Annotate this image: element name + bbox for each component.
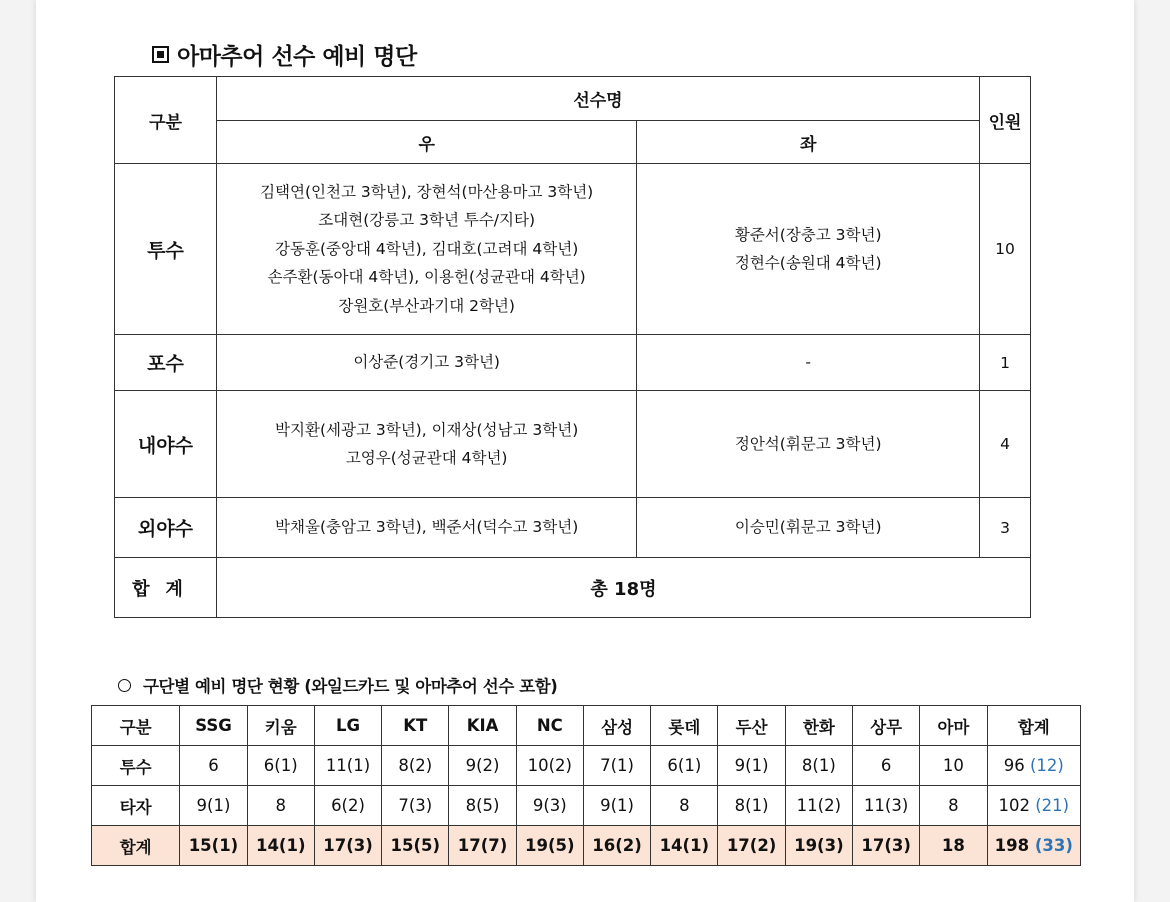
table-cell: 16(2)	[583, 826, 650, 866]
table-cell: 8(1)	[718, 786, 785, 826]
row-category: 포수	[115, 335, 217, 391]
table-cell: 14(1)	[651, 826, 718, 866]
table-cell: 7(3)	[382, 786, 449, 826]
table-cell: 8	[651, 786, 718, 826]
row-count: 10	[980, 164, 1031, 335]
total-main: 96	[1003, 756, 1025, 775]
total-main: 198	[994, 836, 1030, 855]
table-cell: 17(3)	[853, 826, 920, 866]
player-line: 조대현(강릉고 3학년 투수/지타)	[318, 211, 536, 230]
row-label: 투수	[92, 746, 180, 786]
table-cell: 17(2)	[718, 826, 785, 866]
col-header: 키움	[247, 706, 314, 746]
right-players	[216, 335, 637, 391]
table-cell: 6	[180, 746, 247, 786]
player-line: 이상준(경기고 3학년)	[353, 353, 500, 372]
col-header: 상무	[853, 706, 920, 746]
table-cell: 6(1)	[247, 746, 314, 786]
table-row	[115, 164, 1031, 335]
left-players	[637, 391, 980, 498]
table-row	[115, 335, 1031, 391]
row-category: 내야수	[115, 391, 217, 498]
table-cell: 11(2)	[785, 786, 852, 826]
table-cell: 6(2)	[314, 786, 381, 826]
col-header: 한화	[785, 706, 852, 746]
row-total	[987, 786, 1080, 826]
section-title-text: 아마추어 선수 예비 명단	[177, 44, 417, 70]
table-cell: 6(1)	[651, 746, 718, 786]
row-category: 투수	[115, 164, 217, 335]
left-players	[637, 498, 980, 558]
table-cell: 15(1)	[180, 826, 247, 866]
team-header-row	[92, 706, 1081, 746]
header-right: 우	[216, 121, 637, 164]
table-cell: 9(3)	[516, 786, 583, 826]
col-header: 두산	[718, 706, 785, 746]
total-paren: (21)	[1035, 796, 1070, 815]
table-cell: 19(5)	[516, 826, 583, 866]
row-total	[987, 746, 1080, 786]
left-players	[637, 164, 980, 335]
total-value: 총 18명	[216, 558, 1030, 618]
filled-square-icon	[152, 46, 169, 63]
header-category: 구분	[115, 77, 217, 164]
header-count: 인원	[980, 77, 1031, 164]
player-line: 황준서(장충고 3학년)	[734, 225, 882, 244]
table-cell: 11(3)	[853, 786, 920, 826]
table-row	[92, 746, 1081, 786]
player-line: 김택연(인천고 3학년), 장현석(마산용마고 3학년)	[260, 182, 594, 201]
player-line: 손주환(동아대 4학년), 이용헌(성균관대 4학년)	[267, 268, 586, 287]
player-line: -	[805, 353, 811, 372]
table-row	[115, 391, 1031, 498]
amateur-roster-table	[114, 76, 1031, 618]
col-header: 삼성	[583, 706, 650, 746]
table-cell: 14(1)	[247, 826, 314, 866]
table-cell: 9(2)	[449, 746, 516, 786]
row-category: 외야수	[115, 498, 217, 558]
total-paren: (12)	[1029, 756, 1064, 775]
table-cell: 9(1)	[718, 746, 785, 786]
table-cell: 17(3)	[314, 826, 381, 866]
team-table-title: 구단별 예비 명단 현황 (와일드카드 및 아마추어 선수 포함)	[143, 677, 558, 696]
table-cell: 15(5)	[382, 826, 449, 866]
row-total	[987, 826, 1080, 866]
table-cell: 8(2)	[382, 746, 449, 786]
table-cell: 11(1)	[314, 746, 381, 786]
player-line: 강동훈(중앙대 4학년), 김대호(고려대 4학년)	[275, 239, 579, 258]
row-label: 합계	[92, 826, 180, 866]
col-header: NC	[516, 706, 583, 746]
table-cell: 19(3)	[785, 826, 852, 866]
player-line: 정현수(송원대 4학년)	[734, 254, 882, 272]
table-row	[92, 786, 1081, 826]
header-left: 좌	[637, 121, 980, 164]
col-header: KT	[382, 706, 449, 746]
table-row	[115, 498, 1031, 558]
col-header: 합계	[987, 706, 1080, 746]
table-cell: 9(1)	[180, 786, 247, 826]
total-row	[115, 558, 1031, 618]
table-cell: 18	[920, 826, 987, 866]
table-cell: 10	[920, 746, 987, 786]
section-title	[152, 38, 417, 71]
total-paren: (33)	[1034, 836, 1073, 855]
table-cell: 10(2)	[516, 746, 583, 786]
right-players	[216, 498, 637, 558]
left-players	[637, 335, 980, 391]
col-header: 아마	[920, 706, 987, 746]
player-line: 장원호(부산과기대 2학년)	[338, 296, 515, 315]
row-count: 4	[980, 391, 1031, 498]
right-players	[216, 391, 637, 498]
circle-bullet-icon	[118, 679, 131, 692]
row-count: 1	[980, 335, 1031, 391]
table-cell: 7(1)	[583, 746, 650, 786]
team-table-caption	[118, 673, 557, 697]
table-cell: 8	[920, 786, 987, 826]
player-line: 박지환(세광고 3학년), 이재상(성남고 3학년)	[275, 420, 579, 439]
player-line: 박채울(충암고 3학년), 백준서(덕수고 3학년)	[275, 518, 579, 537]
sum-row	[92, 826, 1081, 866]
header-players: 선수명	[216, 77, 979, 121]
total-label: 합계	[115, 558, 217, 618]
player-line: 고영우(성균관대 4학년)	[345, 449, 508, 467]
row-count: 3	[980, 498, 1031, 558]
table-cell: 8(5)	[449, 786, 516, 826]
team-roster-table	[91, 705, 1081, 866]
table-cell: 6	[853, 746, 920, 786]
player-line: 정안석(휘문고 3학년)	[734, 434, 882, 453]
col-header: 구분	[92, 706, 180, 746]
total-main: 102	[998, 796, 1030, 815]
player-line: 이승민(휘문고 3학년)	[734, 518, 882, 537]
table-cell: 9(1)	[583, 786, 650, 826]
col-header: SSG	[180, 706, 247, 746]
table-cell: 8(1)	[785, 746, 852, 786]
right-players	[216, 164, 637, 335]
col-header: 롯데	[651, 706, 718, 746]
table-cell: 8	[247, 786, 314, 826]
row-label: 타자	[92, 786, 180, 826]
col-header: KIA	[449, 706, 516, 746]
table-cell: 17(7)	[449, 826, 516, 866]
col-header: LG	[314, 706, 381, 746]
